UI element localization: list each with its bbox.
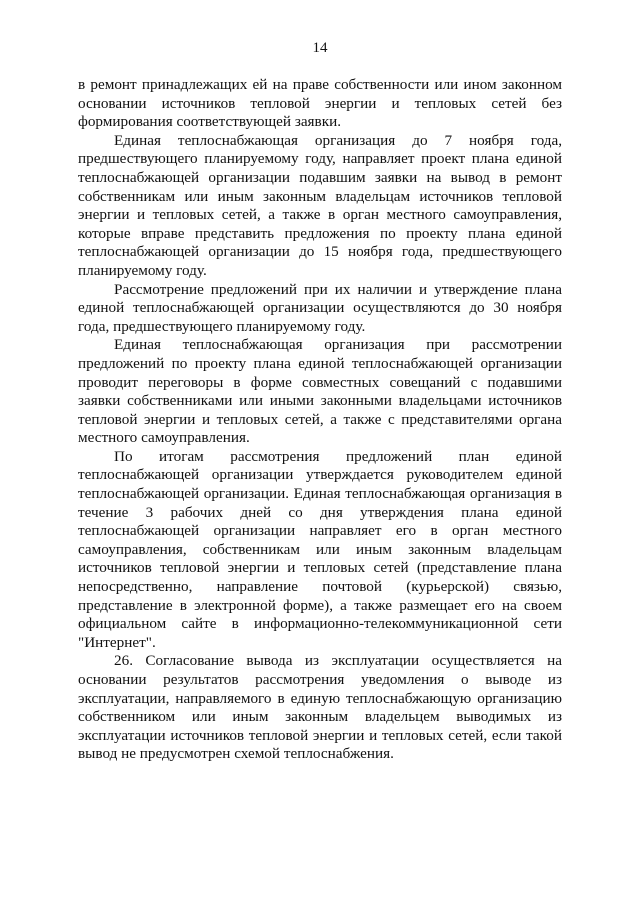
paragraph-section-26: 26. Согласование вывода из эксплуатации осуществляется на основании результатов рассмотрения уведомления о выводе из эксплуатации, направляемого в единую теплоснабжающую организацию собственником или иным законным владельцем выводимых из эксплуатации источников тепловой энергии и тепловых сетей, если такой вывод не предусмотрен схемой теплоснабжения. <box>78 652 562 763</box>
paragraph-continuation: в ремонт принадлежащих ей на праве собственности или ином законном основании источников тепловой энергии и тепловых сетей без формирования соответствующей заявки. <box>78 76 562 131</box>
paragraph-negotiations: Единая теплоснабжающая организация при рассмотрении предложений по проекту плана единой теплоснабжающей организации проводит переговоры в форме совместных совещаний с подавшими заявки собственниками или иными законными владельцами источников тепловой энергии и тепловых сетей, а также с представителями органа местного самоуправления. <box>78 336 562 447</box>
paragraph-plan-draft: Единая теплоснабжающая организация до 7 ноября года, предшествующего планируемому году, направляет проект плана единой теплоснабжающей организации подавшим заявки на вывод в ремонт собственникам или иным законным владельцам источников тепловой энергии и тепловых сетей, а также в орган местного самоуправления, которые вправе представить предложения по проекту плана единой теплоснабжающей организации до 15 ноября года, предшествующего планируемому году. <box>78 131 562 279</box>
document-body <box>78 76 562 764</box>
paragraph-plan-publication: По итогам рассмотрения предложений план единой теплоснабжающей организации утверждается руководителем единой теплоснабжающей организации. Единая теплоснабжающая организация в течение 3 рабочих дней со дня утверждения плана единой теплоснабжающей организации направляет его в орган местного самоуправления, собственникам или иным законным владельцам источников тепловой энергии и тепловых сетей (представление плана непосредственно, направление почтовой (курьерской) связью, представление в электронной форме), а также размещает его на своем официальном сайте в информационно-телекоммуникационной сети "Интернет". <box>78 447 562 651</box>
paragraph-plan-approval-deadline: Рассмотрение предложений при их наличии и утверждение плана единой теплоснабжающей организации осуществляются до 30 ноября года, предшествующего планируемому году. <box>78 280 562 335</box>
page-number: 14 <box>312 40 328 56</box>
